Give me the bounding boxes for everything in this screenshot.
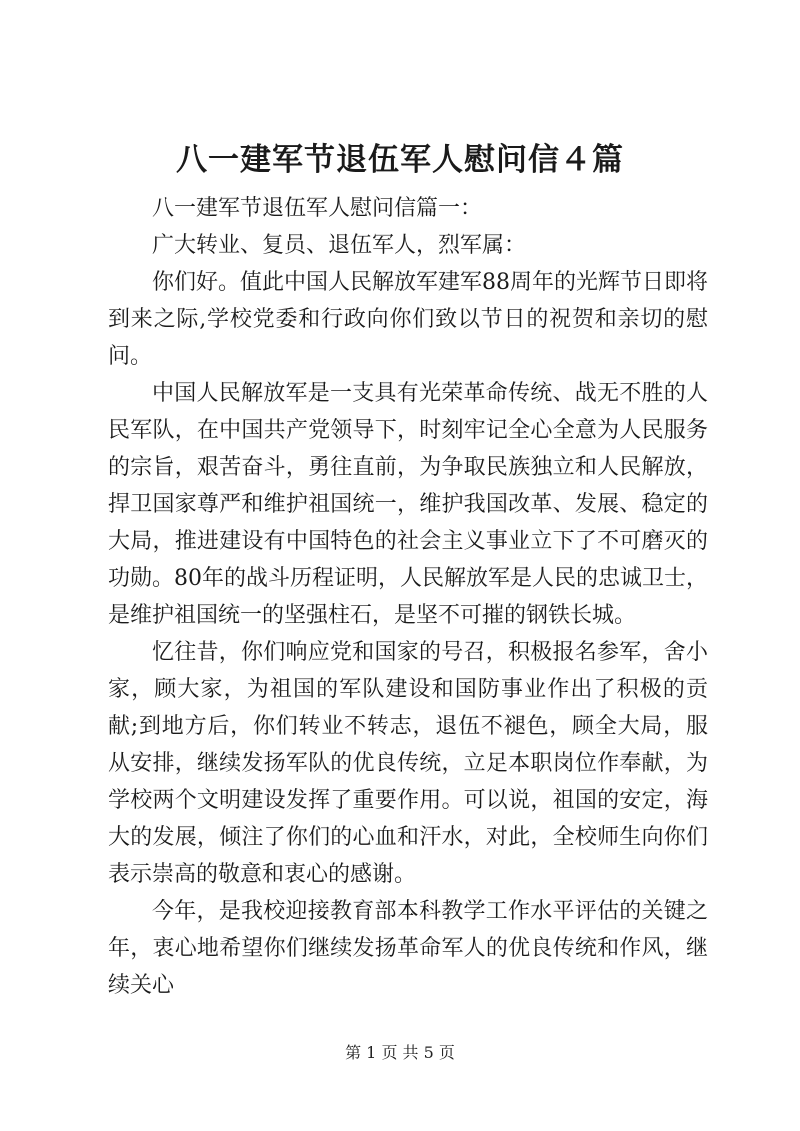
paragraph-greeting: 你们好。值此中国人民解放军建军88周年的光辉节日即将到来之际,学校党委和行政向你们致以节日的祝贺和亲切的慰问。 [108,270,708,369]
paragraph-heading: 八一建军节退伍军人慰问信篇一： [152,196,483,221]
page-footer: 第 1 页 共 5 页 [345,1043,455,1062]
document-title: 八一建军节退伍军人慰问信４篇 [176,142,624,178]
paragraph-recollection: 忆往昔，你们响应党和国家的号召，积极报名参军，舍小家，顾大家，为祖国的军队建设和国防事业作出了积极的贡献;到地方后，你们转业不转志，退伍不褪色，顾全大局，服从安排，继续发扬军队的优良传统，立足本职岗位作奉献，为学校两个文明建设发挥了重要作用。可以说，祖国的安定，海大的发展，倾注了你们的心血和汗水，对此，全校师生向你们表示崇高的敬意和衷心的感谢。 [108,640,708,887]
paragraph-army-history: 中国人民解放军是一支具有光荣革命传统、战无不胜的人民军队，在中国共产党领导下，时刻牢记全心全意为人民服务的宗旨，艰苦奋斗，勇往直前，为争取民族独立和人民解放，捍卫国家尊严和维护祖国统一，维护我国改革、发展、稳定的大局，推进建设有中国特色的社会主义事业立下了不可磨灭的功勋。80年的战斗历程证明，人民解放军是人民的忠诚卫士，是维护祖国统一的坚强柱石，是坚不可摧的钢铁长城。 [108,381,708,628]
paragraph-this-year: 今年，是我校迎接教育部本科教学工作水平评估的关键之年，衷心地希望你们继续发扬革命军人的优良传统和作风，继续关心 [108,899,708,998]
paragraph-salutation: 广大转业、复员、退伍军人，烈军属： [152,233,527,258]
document-body [108,190,708,1004]
